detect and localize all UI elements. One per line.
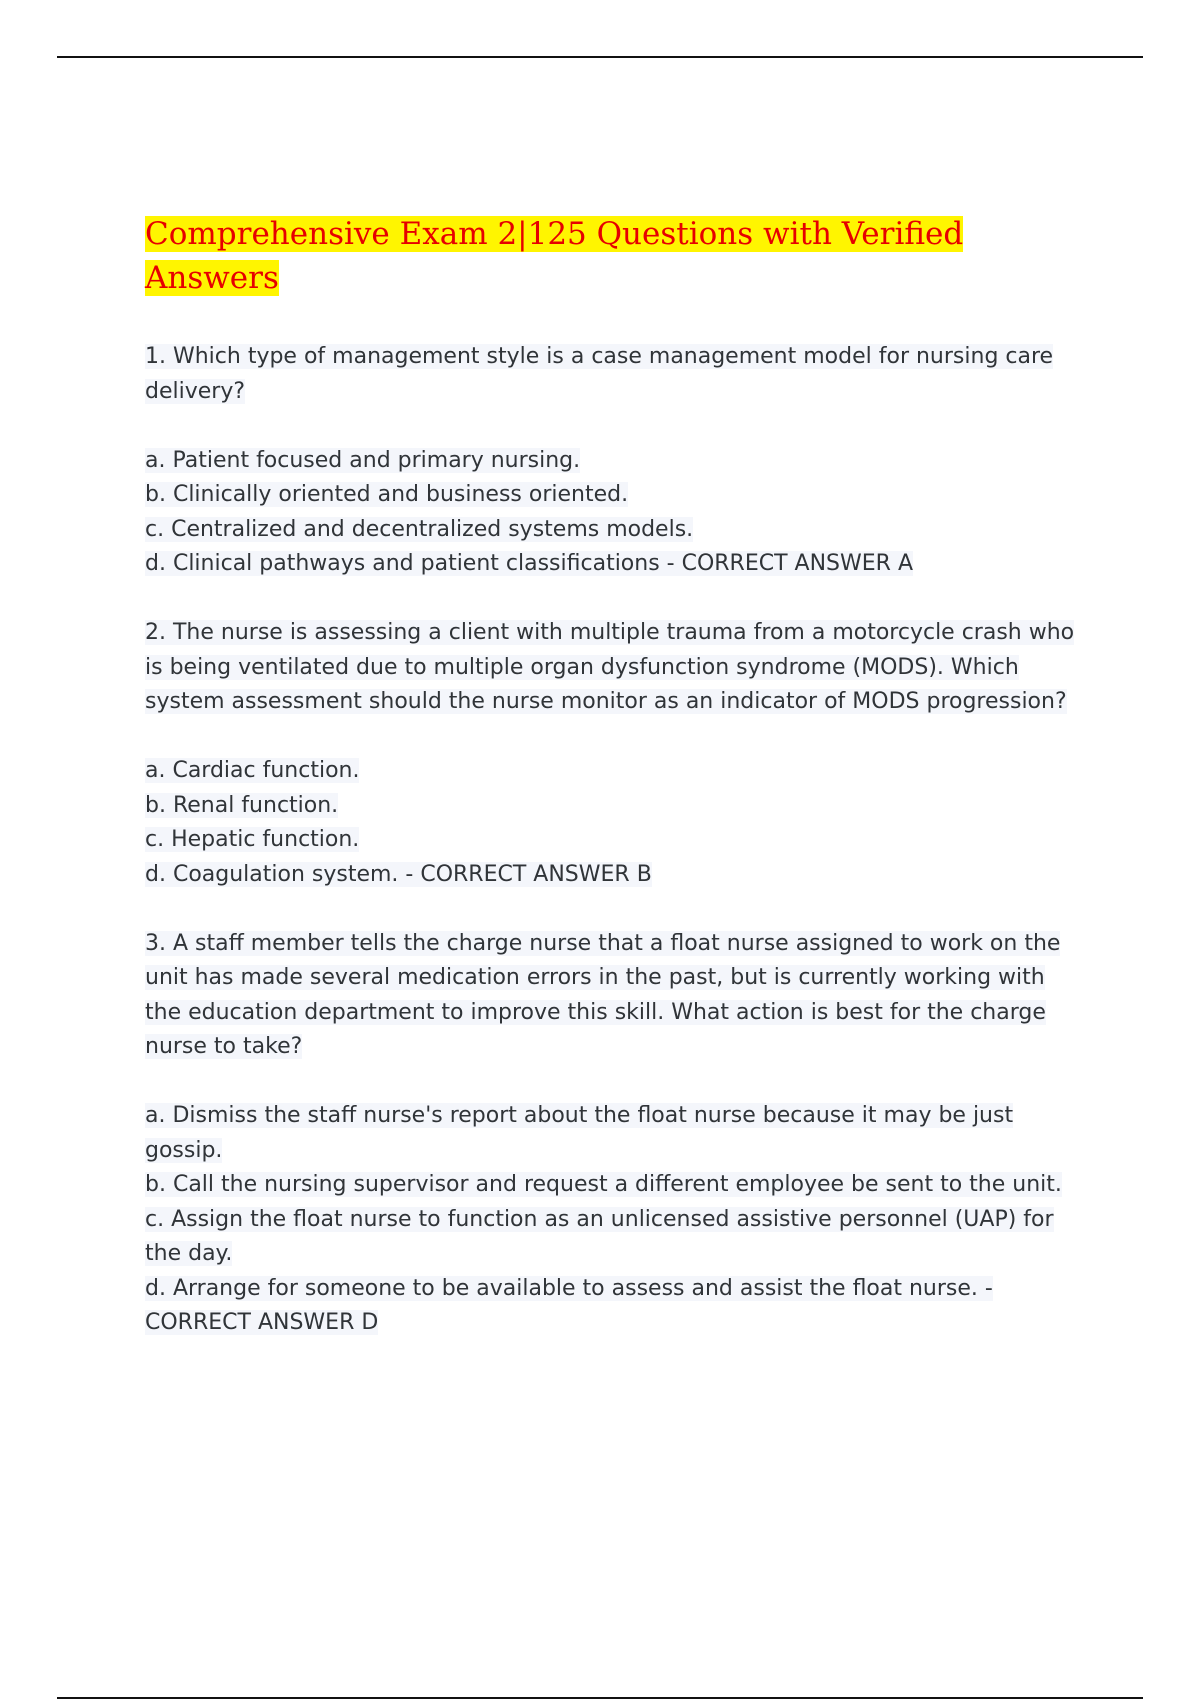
document-title: [145, 212, 1085, 300]
answer-option-text: c. Centralized and decentralized systems models.: [145, 516, 694, 542]
answer-option-d: [145, 547, 1085, 582]
question-stem-text: 3. A staff member tells the charge nurse that a float nurse assigned to work on the unit has made several medication errors in the past, but is currently working with the education department to improve this skill. What action is best for the charge nurse to take?: [145, 930, 1061, 1059]
document-title-text: Comprehensive Exam 2|125 Questions with Verified Answers: [145, 216, 964, 296]
question-stem-text: 2. The nurse is assessing a client with multiple trauma from a motorcycle crash who is being ventilated due to multiple organ dysfunction syndrome (MODS). Which system assessment should the nurse monitor as an indicator of MODS progression?: [145, 620, 1075, 714]
document-body: [145, 212, 1085, 1341]
question-2: [145, 616, 1085, 892]
answer-option-text: c. Hepatic function.: [145, 827, 360, 852]
answer-option-b: [145, 789, 1085, 824]
answer-option-text: a. Cardiac function.: [145, 758, 360, 783]
answer-option-b: [145, 478, 1085, 513]
spacer: [145, 409, 1085, 444]
answer-option-text: d. Arrange for someone to be available to assess and assist the float nurse. - CORRECT ANSWER D: [145, 1275, 993, 1335]
answer-option-a: [145, 444, 1085, 479]
spacer: [145, 892, 1085, 927]
answer-option-b: [145, 1168, 1085, 1203]
footer-rule: [57, 1697, 1143, 1699]
answer-option-text: b. Renal function.: [145, 792, 339, 818]
answer-options: [145, 444, 1085, 582]
answer-options: [145, 1099, 1085, 1341]
answer-option-text: c. Assign the float nurse to function as an unlicensed assistive personnel (UAP) for the day.: [145, 1206, 1054, 1266]
answer-option-c: [145, 513, 1085, 548]
spacer: [145, 300, 1085, 340]
answer-option-d: [145, 1272, 1085, 1341]
answer-option-d: [145, 858, 1085, 893]
answer-option-c: [145, 823, 1085, 858]
answer-option-a: [145, 754, 1085, 789]
question-stem: [145, 927, 1085, 1065]
header-rule: [57, 56, 1143, 58]
answer-option-text: b. Clinically oriented and business oriented.: [145, 482, 629, 507]
spacer: [145, 582, 1085, 617]
answer-option-text: d. Clinical pathways and patient classifications - CORRECT ANSWER A: [145, 551, 913, 576]
answer-option-a: [145, 1099, 1085, 1168]
spacer: [145, 1065, 1085, 1100]
answer-option-text: a. Dismiss the staff nurse's report about the float nurse because it may be just gossip.: [145, 1103, 1014, 1163]
question-stem: [145, 616, 1085, 720]
question-stem-text: 1. Which type of management style is a case management model for nursing care delivery?: [145, 344, 1054, 404]
question-3: [145, 927, 1085, 1341]
question-stem: [145, 340, 1085, 409]
answer-option-c: [145, 1203, 1085, 1272]
answer-option-text: b. Call the nursing supervisor and request a different employee be sent to the unit.: [145, 1172, 1062, 1197]
answer-option-text: d. Coagulation system. - CORRECT ANSWER B: [145, 861, 652, 887]
answer-option-text: a. Patient focused and primary nursing.: [145, 447, 581, 473]
question-1: [145, 340, 1085, 582]
spacer: [145, 720, 1085, 755]
answer-options: [145, 754, 1085, 892]
